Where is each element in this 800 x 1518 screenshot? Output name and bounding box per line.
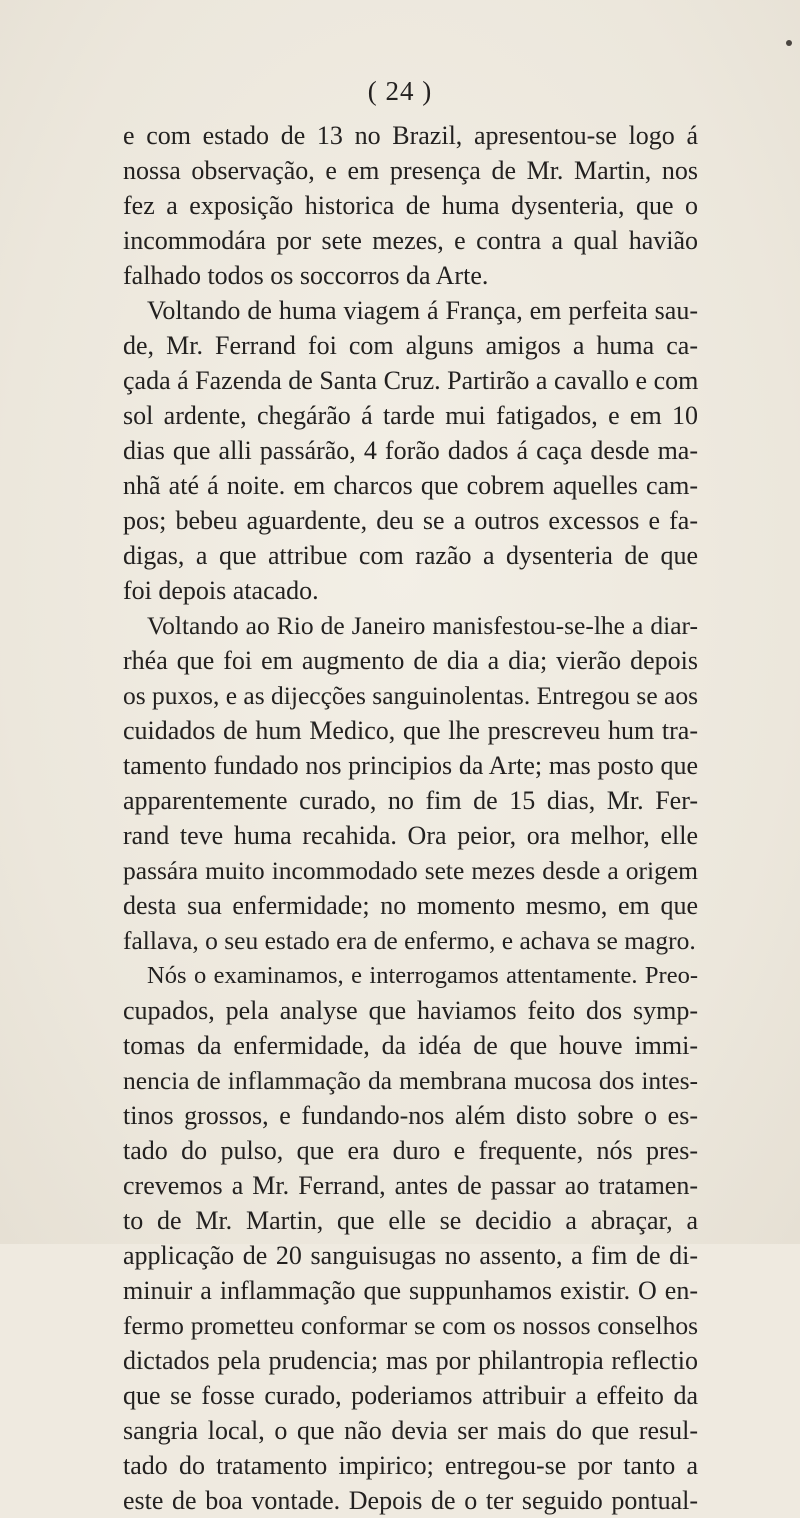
text-line: de, Mr. Ferrand foi com alguns amigos a huma ca-	[123, 331, 698, 360]
text-line: digas, a que attribue com razão a dysenteria de que	[123, 541, 698, 570]
text-line: tado do tratamento impirico; entregou-se por tanto a	[123, 1451, 698, 1480]
paper-spot	[786, 40, 792, 46]
text-line: minuir a inflammação que suppunhamos existir. O en-	[123, 1276, 698, 1305]
text-line: Voltando de huma viagem á França, em perfeita sau-	[147, 296, 698, 325]
page-number: ( 24 )	[367, 76, 433, 106]
text-line: que se fosse curado, poderiamos attribuir a effeito da	[123, 1381, 698, 1410]
text-line: dias que alli passárão, 4 forão dados á caça desde ma-	[123, 436, 698, 465]
text-line: dictados pela prudencia; mas por philantropia reflectio	[123, 1346, 698, 1375]
text-line: pos; bebeu aguardente, deu se a outros excessos e fa-	[123, 506, 698, 535]
text-line: tado do pulso, que era duro e frequente, nós pres-	[123, 1136, 698, 1165]
text-line: foi depois atacado.	[123, 576, 319, 605]
text-line: Nós o examinamos, e interrogamos attentamente. Preo-	[147, 962, 698, 989]
text-line: e com estado de 13 no Brazil, apresentou-se logo á	[123, 121, 698, 150]
text-line: os puxos, e as dijecções sanguinolentas. Entregou se aos	[123, 681, 699, 710]
text-line: nossa observação, e em presença de Mr. Martin, nos	[123, 156, 698, 185]
text-line: passára muito incommodado sete mezes desde a origem	[123, 856, 698, 885]
text-line: apparentemente curado, no fim de 15 dias, Mr. Fer-	[123, 786, 698, 815]
text-line: desta sua enfermidade; no momento mesmo, em que	[123, 891, 698, 920]
text-line: tinos grossos, e fundando-nos além disto sobre o es-	[123, 1101, 698, 1130]
body-text	[123, 118, 698, 1518]
text-line: to de Mr. Martin, que elle se decidio a abraçar, a	[123, 1206, 698, 1235]
text-line: fallava, o seu estado era de enfermo, e achava se magro.	[123, 926, 696, 955]
text-line: fez a exposição historica de huma dysenteria, que o	[123, 191, 698, 220]
text-line: tamento fundado nos principios da Arte; mas posto que	[123, 751, 698, 780]
text-line: incommodára por sete mezes, e contra a qual havião	[123, 226, 698, 255]
text-line: rhéa que foi em augmento de dia a dia; vierão depois	[123, 646, 698, 675]
text-line: falhado todos os soccorros da Arte.	[123, 261, 489, 290]
text-line: applicação de 20 sanguisugas no assento, a fim de di-	[123, 1241, 698, 1270]
text-line: çada á Fazenda de Santa Cruz. Partirão a cavallo e com	[123, 366, 699, 395]
text-line: nencia de inflammação da membrana mucosa dos intes-	[123, 1066, 698, 1095]
text-line: cupados, pela analyse que haviamos feito dos symp-	[123, 996, 698, 1025]
text-line: sol ardente, chegárão á tarde mui fatigados, e em 10	[123, 401, 698, 430]
text-line: cuidados de hum Medico, que lhe prescreveu hum tra-	[123, 716, 698, 745]
text-line: crevemos a Mr. Ferrand, antes de passar ao tratamen-	[123, 1171, 698, 1200]
text-line: sangria local, o que não devia ser mais do que resul-	[123, 1416, 698, 1445]
text-line: tomas da enfermidade, da idéa de que houve immi-	[123, 1031, 698, 1060]
text-line: este de boa vontade. Depois de o ter seguido pontual-	[123, 1486, 698, 1515]
text-line: Voltando ao Rio de Janeiro manisfestou-se-lhe a diar-	[147, 611, 698, 640]
text-line: fermo prometteu conformar se com os nossos conselhos	[123, 1311, 698, 1340]
text-line: nhã até á noite. em charcos que cobrem aquelles cam-	[123, 471, 698, 500]
text-line: rand teve huma recahida. Ora peior, ora melhor, elle	[123, 821, 698, 850]
